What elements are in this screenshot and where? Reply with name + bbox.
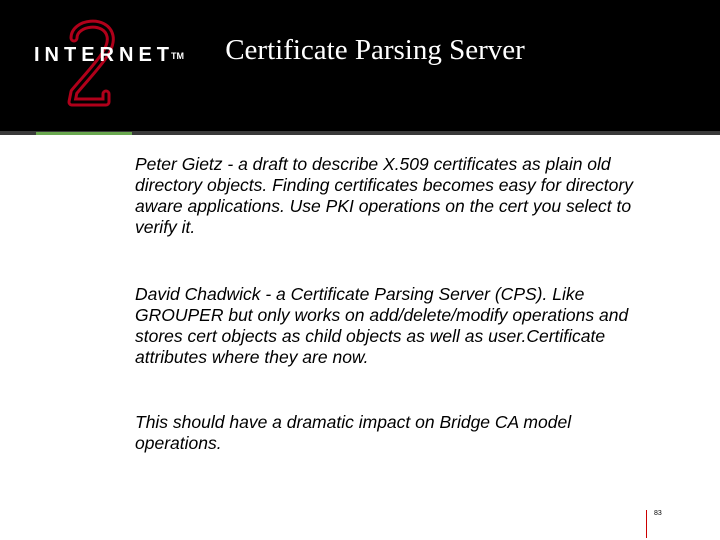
page-number-divider (646, 510, 647, 538)
logo-wordmark: INTERNETTM (34, 44, 184, 66)
paragraph-chadwick: David Chadwick - a Certificate Parsing Server (CPS). Like GROUPER but only works on add/delete/modify operations and stores cert objects as child objects as well as user.Certificate attributes where they are now. (135, 284, 629, 367)
page-number: 83 (654, 510, 662, 517)
header-bar (0, 0, 720, 133)
paragraph-impact: This should have a dramatic impact on Bridge CA model operations. (135, 412, 572, 453)
paragraph-gietz: Peter Gietz - a draft to describe X.509 certificates as plain old directory objects. Finding certificates becomes easy for directory aware applications. Use PKI operations on the cert you select to verify it. (135, 154, 633, 237)
accent-stripe (36, 132, 132, 135)
page-title: Certificate Parsing Server (225, 34, 525, 66)
